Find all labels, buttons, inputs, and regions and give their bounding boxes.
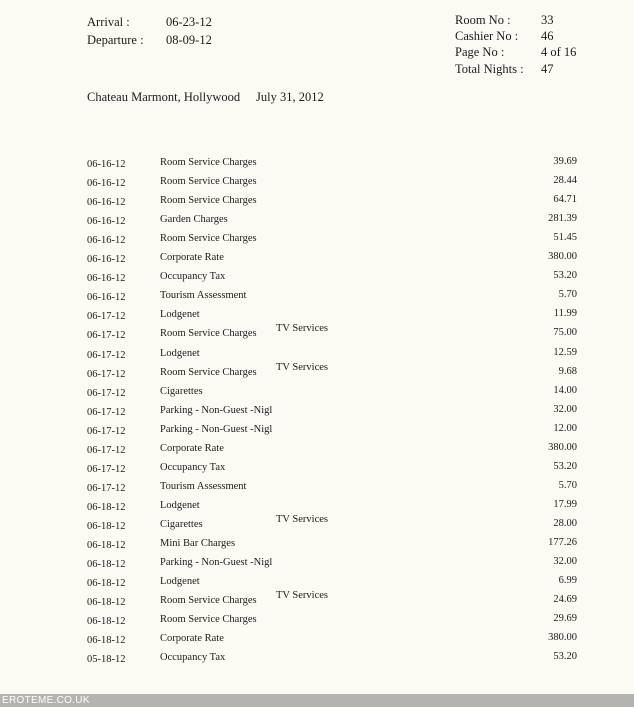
row-description: Room Service Charges (160, 176, 257, 188)
row-date: 06-17-12 (87, 444, 126, 456)
row-date: 06-17-12 (87, 387, 126, 399)
row-date: 06-18-12 (87, 540, 126, 551)
ledger-row (0, 518, 634, 537)
statement-date: July 31, 2012 (256, 90, 324, 104)
row-date: 06-18-12 (87, 616, 126, 628)
row-description: Room Service Charges (160, 233, 257, 245)
row-description: Lodgenet (160, 347, 200, 359)
room-value: 33 (541, 13, 554, 27)
row-description: Parking - Non-Guest -Nigl (160, 423, 273, 435)
ledger-row (0, 480, 634, 499)
row-amount: 75.00 (553, 327, 577, 339)
cashier-label: Cashier No : (455, 29, 519, 43)
row-description: Corporate Rate (160, 633, 224, 645)
row-date: 05-18-12 (87, 654, 126, 666)
row-description: Cigarettes (160, 518, 203, 530)
page-value: 4 of 16 (541, 45, 577, 59)
watermark-bar (0, 694, 634, 707)
row-description: Parking - Non-Guest -Nigl (160, 557, 273, 569)
row-date: 06-17-12 (87, 368, 126, 380)
row-date: 06-16-12 (87, 292, 126, 304)
row-amount: 6.99 (558, 575, 577, 587)
row-description: Cigarettes (160, 385, 203, 397)
row-date: 06-16-12 (87, 273, 126, 285)
row-date: 06-16-12 (87, 254, 126, 266)
row-amount: 281.39 (548, 213, 577, 225)
row-description: Occupancy Tax (160, 652, 226, 664)
row-amount: 380.00 (548, 632, 577, 644)
ledger-row (0, 651, 634, 670)
row-amount: 51.45 (553, 232, 577, 244)
row-description: Corporate Rate (160, 252, 224, 264)
row-description: Mini Bar Charges (160, 538, 236, 549)
ledger-row (0, 213, 634, 232)
row-amount: 39.69 (553, 156, 577, 167)
row-date: 06-18-12 (87, 501, 126, 513)
row-amount: 29.69 (553, 613, 577, 625)
row-date: 06-16-12 (87, 197, 126, 209)
row-date: 06-18-12 (87, 578, 126, 590)
row-date: 06-17-12 (87, 406, 126, 418)
row-amount: 14.00 (553, 384, 577, 396)
row-description: Room Service Charges (160, 195, 257, 207)
ledger-row (0, 270, 634, 289)
row-amount: 5.70 (558, 289, 577, 301)
row-description: Room Service Charges (160, 328, 257, 340)
nights-label: Total Nights : (455, 62, 524, 76)
arrival-value: 06-23-12 (166, 15, 212, 29)
row-date: 06-17-12 (87, 349, 126, 361)
row-description: Occupancy Tax (160, 461, 226, 473)
row-description: Room Service Charges (160, 157, 257, 168)
row-date: 06-18-12 (87, 597, 126, 609)
ledger-row (0, 289, 634, 308)
row-date: 06-17-12 (87, 425, 126, 437)
ledger-row (0, 632, 634, 651)
ledger-row (0, 556, 634, 575)
row-amount: 12.59 (553, 346, 577, 358)
ledger-row (0, 594, 634, 613)
ledger-row (0, 537, 634, 556)
row-amount: 12.00 (553, 422, 577, 434)
row-amount: 53.20 (553, 270, 577, 282)
row-date: 06-17-12 (87, 330, 126, 342)
ledger-row (0, 404, 634, 423)
row-amount: 380.00 (548, 251, 577, 263)
row-amount: 24.69 (553, 594, 577, 606)
ledger-row (0, 156, 634, 175)
ledger-row (0, 327, 634, 346)
row-description: Tourism Assessment (160, 290, 247, 302)
row-date: 06-16-12 (87, 159, 126, 170)
row-date: 06-17-12 (87, 311, 126, 323)
ledger-row (0, 232, 634, 251)
row-subtitle: TV Services (276, 323, 329, 335)
row-amount: 380.00 (548, 441, 577, 453)
row-amount: 177.26 (548, 537, 577, 548)
row-date: 06-17-12 (87, 463, 126, 475)
row-date: 06-16-12 (87, 216, 126, 228)
row-amount: 5.70 (558, 479, 577, 491)
row-date: 06-18-12 (87, 520, 126, 532)
ledger-row (0, 385, 634, 404)
watermark-text: EROTEME.CO.UK (2, 695, 90, 706)
nights-value: 47 (541, 62, 554, 76)
ledger-row (0, 175, 634, 194)
ledger-row (0, 461, 634, 480)
departure-label: Departure : (87, 33, 144, 47)
row-description: Lodgenet (160, 576, 200, 588)
ledger-row (0, 423, 634, 442)
row-date: 06-16-12 (87, 235, 126, 247)
hotel-name: Chateau Marmont, Hollywood (87, 90, 241, 104)
cashier-value: 46 (541, 29, 554, 43)
ledger-row (0, 366, 634, 385)
ledger-row (0, 613, 634, 632)
row-description: Lodgenet (160, 499, 200, 511)
ledger-row (0, 194, 634, 213)
row-date: 06-18-12 (87, 635, 126, 647)
arrival-label: Arrival : (87, 15, 130, 29)
row-description: Corporate Rate (160, 442, 224, 454)
row-date: 06-18-12 (87, 559, 126, 571)
row-amount: 28.00 (553, 517, 577, 529)
row-description: Occupancy Tax (160, 271, 226, 283)
row-description: Parking - Non-Guest -Nigl (160, 404, 273, 416)
row-amount: 53.20 (553, 651, 577, 663)
departure-value: 08-09-12 (166, 33, 212, 47)
row-amount: 32.00 (553, 403, 577, 415)
row-subtitle: TV Services (276, 590, 329, 602)
page-label: Page No : (455, 45, 505, 59)
row-description: Room Service Charges (160, 366, 257, 378)
row-description: Lodgenet (160, 309, 200, 321)
row-date: 06-17-12 (87, 482, 126, 494)
row-amount: 11.99 (553, 308, 577, 320)
row-amount: 32.00 (553, 556, 577, 568)
row-amount: 53.20 (553, 460, 577, 472)
row-subtitle: TV Services (276, 361, 329, 373)
row-description: Tourism Assessment (160, 480, 247, 492)
ledger-row (0, 442, 634, 461)
row-amount: 28.44 (553, 175, 577, 187)
row-description: Room Service Charges (160, 614, 257, 626)
row-description: Room Service Charges (160, 595, 257, 607)
row-date: 06-16-12 (87, 178, 126, 190)
room-label: Room No : (455, 13, 511, 27)
row-description: Garden Charges (160, 214, 228, 226)
row-amount: 17.99 (553, 498, 577, 510)
row-amount: 64.71 (553, 194, 577, 206)
ledger-row (0, 251, 634, 270)
row-subtitle: TV Services (276, 513, 329, 525)
row-amount: 9.68 (558, 365, 577, 377)
